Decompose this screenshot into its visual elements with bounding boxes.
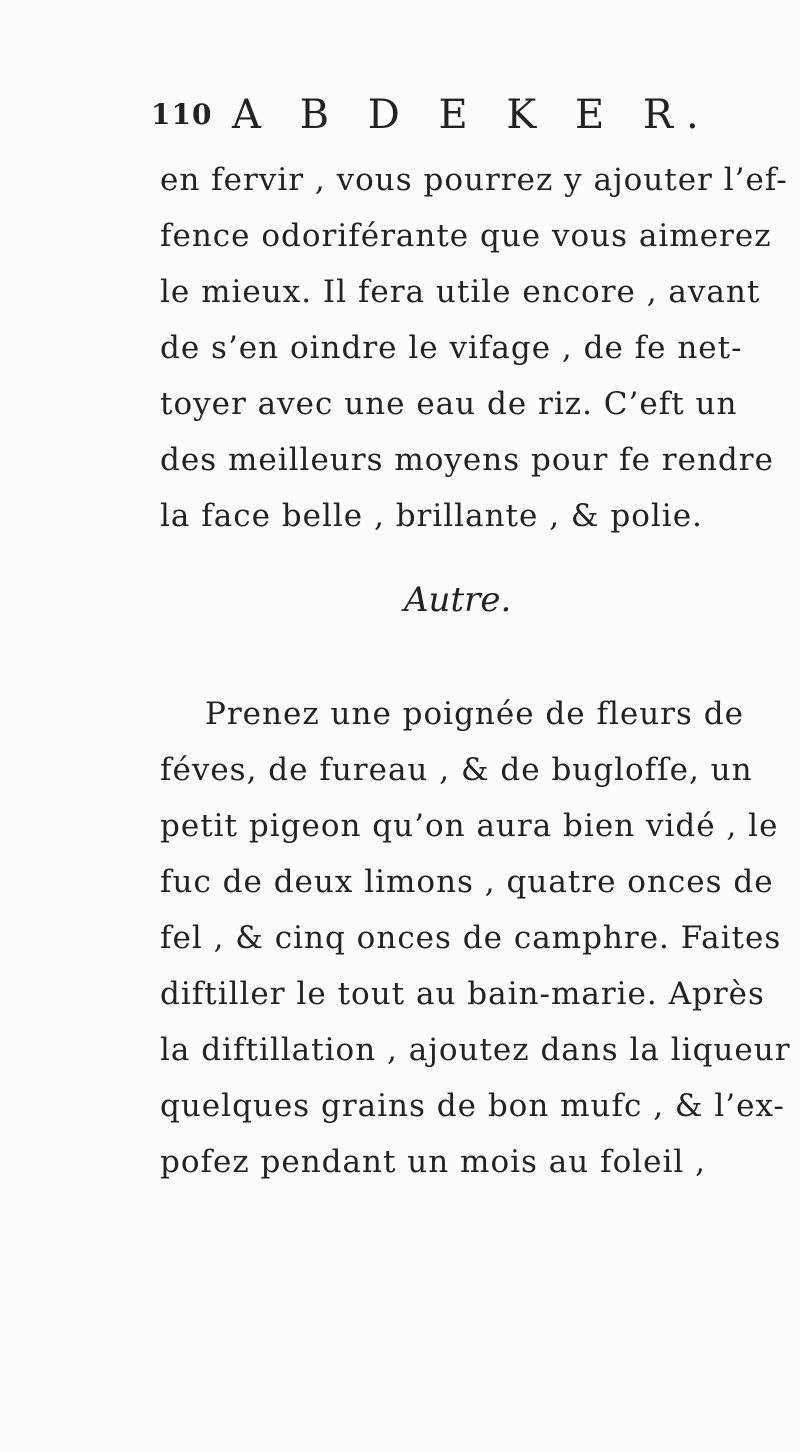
text-line: la face belle , brillante , & polie.	[160, 498, 703, 534]
text-line: petit pigeon qu’on aura bien vidé , le	[160, 808, 779, 844]
text-line: la diftillation , ajoutez dans la liqueur	[160, 1032, 791, 1068]
text-line: le mieux. Il fera utile encore , avant	[160, 274, 761, 310]
text-line: féves, de fureau , & de buglofſe, un	[160, 752, 753, 788]
page-number: 110	[151, 98, 213, 131]
text-line: diftiller le tout au bain-marie. Après	[160, 976, 765, 1012]
text-line: toyer avec une eau de riz. C’eft un	[160, 386, 738, 422]
text-line: fuc de deux limons , quatre onces de	[160, 864, 774, 900]
text-line: quelques grains de bon mufc , & l’ex-	[160, 1088, 785, 1124]
text-line: des meilleurs moyens pour fe rendre	[160, 442, 774, 478]
text-line: fence odoriférante que vous aimerez	[160, 218, 772, 254]
section-heading: Autre.	[404, 580, 512, 620]
page-header	[151, 92, 751, 142]
text-line: de s’en oindre le vifage , de fe net-	[160, 330, 743, 366]
text-line: en fervir , vous pourrez y ajouter l’ef-	[160, 162, 788, 198]
text-line: pofez pendant un mois au foleil ,	[160, 1144, 707, 1180]
running-title: A B D E K E R .	[232, 92, 699, 138]
text-line: Prenez une poignée de fleurs de	[205, 696, 744, 732]
text-line: fel , & cinq onces de camphre. Faites	[160, 920, 782, 956]
